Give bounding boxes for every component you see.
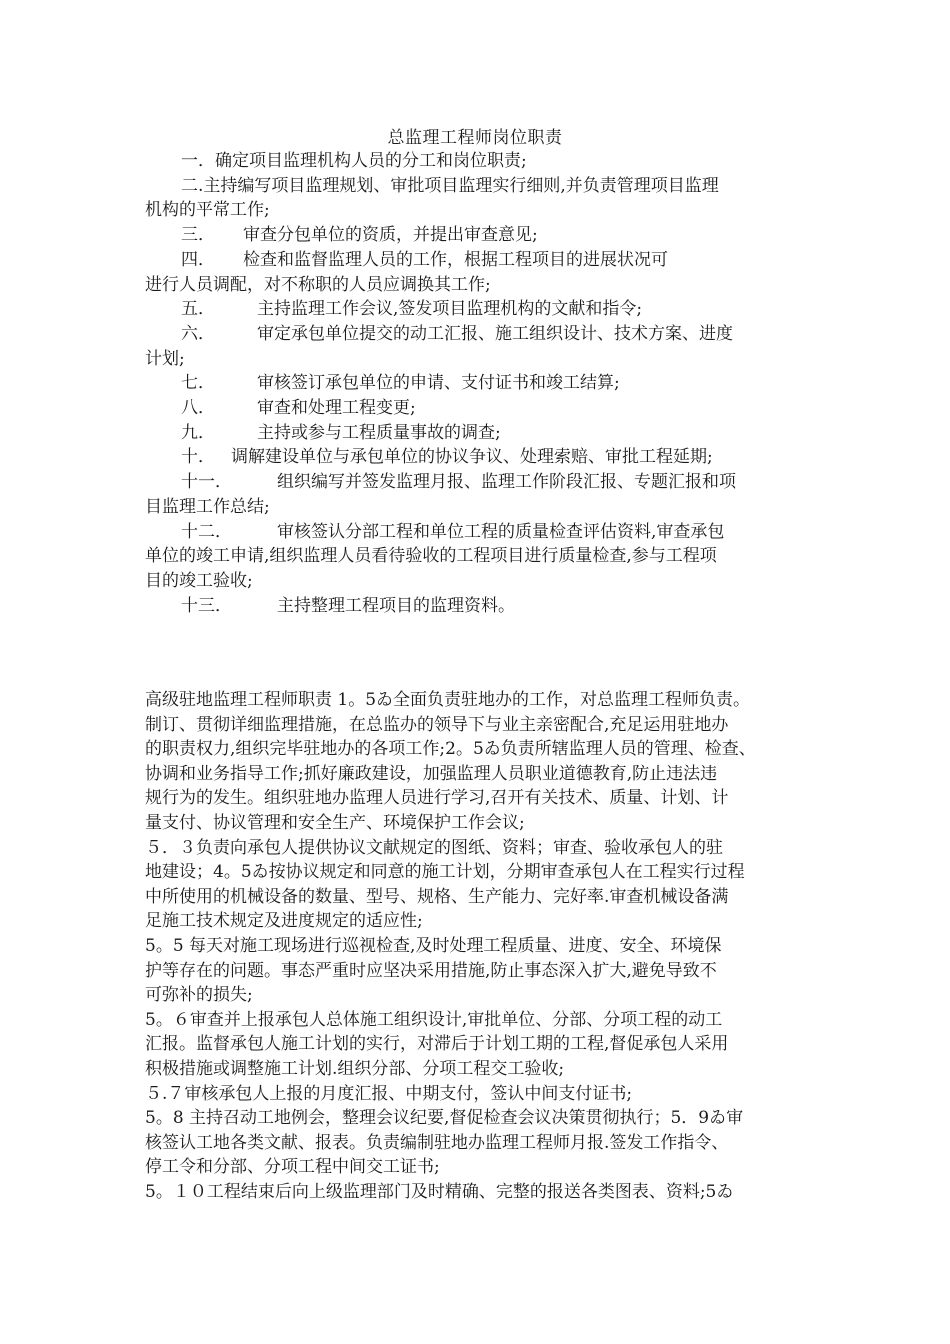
duty-text: 主持整理工程项目的监理资料。: [277, 595, 515, 616]
duty-number: 九．: [181, 422, 215, 443]
duty-line: [145, 248, 813, 273]
duty-text: 目的竣工验收;: [145, 570, 253, 591]
duty-text: 审查和处理工程变更;: [257, 398, 416, 419]
duty-line: [145, 347, 813, 372]
paragraph-line: 制订、贯彻详细监理措施，在总监办的领导下与业主亲密配合,充足运用驻地办: [145, 714, 729, 735]
paragraph-line: 足施工技术规定及进度规定的适应性;: [145, 911, 423, 932]
paragraph-line: 地建设；4。5ゐ按协议规定和同意的施工计划，分期审查承包人在工程实行过程: [145, 862, 745, 883]
paragraph-line: 5。5 每天对施工现场进行巡视检查,及时处理工程质量、进度、安全、环境保: [145, 935, 722, 956]
duty-text: 单位的竣工申请,组织监理人员看待验收的工程项目进行质量检查,参与工程项: [145, 546, 717, 567]
duty-text: 审查分包单位的资质，并提出审查意见;: [243, 225, 538, 246]
duty-text: 审核签订承包单位的申请、支付证书和竣工结算;: [257, 373, 620, 394]
duty-text: 计划;: [145, 348, 185, 369]
duty-line: [145, 445, 813, 470]
paragraph-line: 核签认工地各类文献、报表。负责编制驻地办监理工程师月报.签发工作指令、: [145, 1132, 729, 1153]
duty-line: [145, 371, 813, 396]
paragraph-line: 可弥补的损失;: [145, 985, 253, 1006]
duty-text: 调解建设单位与承包单位的协议争议、处理索赔、审批工程延期;: [231, 447, 713, 468]
paragraph-line: 协调和业务指导工作;抓好廉政建设，加强监理人员职业道德教育,防止违法违: [145, 763, 718, 784]
paragraph-line: 汇报。监督承包人施工计划的实行，对滞后于计划工期的工程,督促承包人采用: [145, 1034, 729, 1055]
duty-number: 五．: [181, 299, 215, 320]
duty-number: 八．: [181, 398, 215, 419]
paragraph-line: 规行为的发生。组织驻地办监理人员进行学习,召开有关技术、质量、计划、计: [145, 788, 729, 809]
duty-text: 进行人员调配，对不称职的人员应调换其工作;: [145, 274, 491, 295]
duty-text: 审核签认分部工程和单位工程的质量检查评估资料,审查承包: [277, 521, 725, 542]
duty-line: [145, 297, 813, 322]
duty-line: [145, 149, 813, 174]
paragraph-line: 护等存在的问题。事态严重时应坚决采用措施,防止事态深入扩大,避免导致不: [145, 960, 717, 981]
duty-line: [145, 421, 813, 446]
duty-line: [145, 470, 813, 495]
duty-number: 十．: [181, 447, 215, 468]
paragraph-line: 中所使用的机械设备的数量、型号、规格、生产能力、完好率.审查机械设备满: [145, 886, 729, 907]
chief-engineer-duties: [145, 149, 813, 618]
paragraph-line: 停工令和分部、分项工程中间交工证书;: [145, 1157, 440, 1178]
paragraph-line: 量支付、协议管理和安全生产、环境保护工作会议;: [145, 812, 525, 833]
duty-line: [145, 223, 813, 248]
duty-number: 十一．: [181, 472, 232, 493]
paragraph-line: 5。１０工程结束后向上级监理部门及时精确、完整的报送各类图表、资料;5ゐ: [145, 1181, 734, 1202]
duty-text: 一．确定项目监理机构人员的分工和岗位职责;: [181, 151, 527, 171]
duty-line: [145, 594, 813, 619]
paragraph-line: ５.７审核承包人上报的月度汇报、中期支付，签认中间支付证书;: [145, 1083, 633, 1104]
duty-line: [145, 495, 813, 520]
duty-line: [145, 198, 813, 223]
paragraph-line: 5。６审查并上报承包人总体施工组织设计,审批单位、分部、分项工程的动工: [145, 1009, 723, 1030]
duty-number: 十二．: [181, 521, 232, 542]
duty-text: 组织编写并签发监理月报、监理工作阶段汇报、专题汇报和项: [277, 472, 736, 493]
paragraph-line: 高级驻地监理工程师职责 1。5ゐ全面负责驻地办的工作，对总监理工程师负责。: [145, 690, 751, 710]
duty-number: 三．: [181, 225, 215, 246]
duty-number: 十三．: [181, 595, 232, 616]
duty-text: 机构的平常工作;: [145, 200, 270, 221]
duty-line: [145, 273, 813, 298]
page-title: 总监理工程师岗位职责: [387, 128, 563, 148]
duty-number: 四．: [181, 249, 215, 270]
duty-number: 七．: [181, 373, 215, 394]
duty-text: 主持监理工作会议,签发项目监理机构的文献和指令;: [257, 299, 643, 320]
duty-line: [145, 544, 813, 569]
duty-text: 审定承包单位提交的动工汇报、施工组织设计、技术方案、进度: [257, 323, 733, 344]
duty-line: [145, 396, 813, 421]
duty-line: [145, 520, 813, 545]
duty-line: [145, 569, 813, 594]
paragraph-line: ５．３负责向承包人提供协议文献规定的图纸、资料；审查、验收承包人的驻: [145, 837, 723, 858]
duty-number: 六．: [181, 323, 215, 344]
duty-line: [145, 174, 813, 199]
paragraph-line: 积极措施或调整施工计划.组织分部、分项工程交工验收;: [145, 1058, 565, 1079]
duty-text: 检查和监督监理人员的工作，根据工程项目的进展状况可: [243, 249, 668, 270]
duty-line: [145, 322, 813, 347]
paragraph-line: 5。8 主持召动工地例会，整理会议纪要,督促检查会议决策贯彻执行；5．9ゐ审: [145, 1108, 744, 1129]
duty-text: 主持或参与工程质量事故的调查;: [257, 422, 501, 443]
resident-engineer-duties: [145, 688, 813, 1204]
duty-text: 二.主持编写项目监理规划、审批项目监理实行细则,并负责管理项目监理: [181, 175, 719, 196]
duty-text: 目监理工作总结;: [145, 496, 270, 517]
paragraph-line: 的职责权力,组织完毕驻地办的各项工作;2。5ゐ负责所辖监理人员的管理、检查、: [145, 739, 756, 760]
